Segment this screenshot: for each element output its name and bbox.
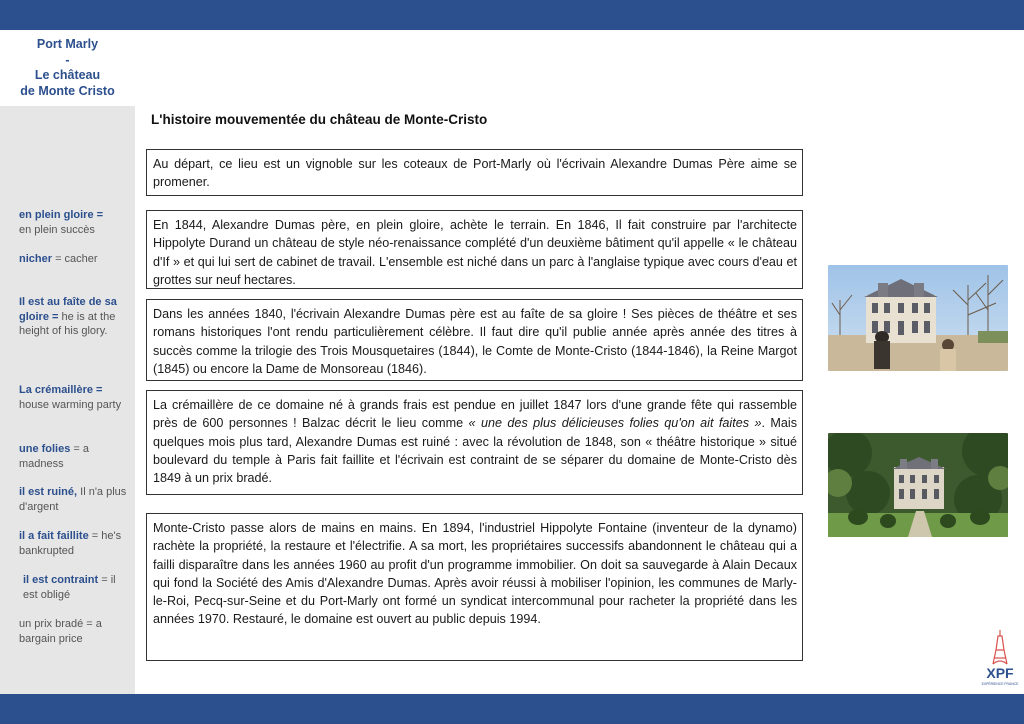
text-box-intro — [146, 149, 803, 196]
glossary-term: il est ruiné, — [19, 486, 78, 498]
text-box-cremaillere — [146, 390, 803, 495]
glossary-item — [19, 485, 127, 514]
glossary-term: Il est au faîte de sa gloire = — [19, 296, 117, 323]
glossary-definition: Il n'a plus d'argent — [19, 486, 127, 513]
paragraph: Dans les années 1840, l'écrivain Alexandre Dumas père est au faîte de sa gloire ! Ses pièces de théâtre et ses romans historiques l'ont rendu particulièrement célèbre. Il faut dire qu'il publie année après année des titres à succès comme la trilogie des Trois Mousquetaires (1844), le Comte de Monte-Cristo (1844-1846), la Reine Margot (1845) ou encore la Dame de Monsoreau (1846). — [153, 307, 797, 376]
glossary-item — [19, 617, 127, 646]
paragraph-part: . Mais quelques mois plus tard, Alexandre Dumas est ruiné : avec la révolution de 1848, son « théâtre historique » situé boulevard du temple à Paris fait faillite et l'écrivain est contraint de se séparer du domaine de Monte-Cristo dès 1849 à un prix bradé. — [153, 416, 797, 486]
page-heading: L'histoire mouvementée du château de Monte-Cristo — [151, 112, 488, 127]
bottom-banner — [0, 694, 1024, 724]
glossary-definition: = cacher — [55, 253, 98, 265]
glossary-term: nicher — [19, 253, 53, 265]
sidebar-title-line2: - — [65, 52, 70, 67]
text-box-monte-cristo — [146, 513, 803, 661]
glossary-term: il a fait faillite — [19, 530, 89, 542]
glossary-definition: = il est obligé — [23, 574, 116, 601]
paragraph: Monte-Cristo passe alors de mains en mains. En 1894, l'industriel Hippolyte Fontaine (inventeur de la dynamo) rachète la propriété, la restaure et l'électrifie. A sa mort, les propriétaires successifs abandonnent le château qui a failli disparaître dans les années 1960 au profit d'un programme immobilier. On doit sa sauvegarde à Alain Decaux qui fond la Société des Amis d'Alexandre Dumas. Après avoir réussi à mobiliser l'opinion, les communes de Marly-le-Roi, Pecq-sur-Seine et du Port-Marly ont formé un syndicat intercommunal pour racheter la propriété dans les années 1970. Restauré, le domaine est ouvert au public depuis 1994. — [153, 521, 797, 627]
glossary-definition: he is at the height of his glory. — [19, 310, 116, 337]
glossary-item — [19, 208, 127, 237]
sidebar-title-line1: Port Marly — [36, 37, 99, 51]
paragraph-part: La crémaillère de ce domaine né à grands frais est pendue en juillet 1847 lors d'une grande fête qui rassemble près de 600 personnes ! Balzac décrit le lieu comme — [153, 398, 797, 431]
glossary-item — [19, 252, 127, 267]
paragraph: En 1844, Alexandre Dumas père, en plein gloire, achète le terrain. En 1846, Il fait construire par l'architecte Hippolyte Durand un château de style néo-renaissance complété d'un deuxième bâtiment qu'il appelle « le château d'If » et qui lui sert de cabinet de travail. L'ensemble est niché dans un parc à l'anglaise typique avec cours d'eau et grottes sur neuf hectares. — [153, 218, 797, 287]
sidebar-title-line3: Le château — [34, 68, 101, 82]
glossary-item — [19, 383, 127, 412]
glossary-term: une folies — [19, 443, 71, 455]
glossary-definition: = a madness — [19, 443, 90, 470]
glossary-term: La crémaillère = — [19, 384, 103, 396]
top-banner — [0, 0, 1024, 30]
text-box-1844 — [146, 210, 803, 289]
balzac-quote: « une des plus délicieuses folies qu'on ait faites » — [468, 416, 762, 431]
glossary-term: il est contraint — [23, 574, 99, 586]
glossary-item — [23, 573, 131, 602]
glossary-definition: house warming party — [19, 398, 122, 411]
glossary-item — [19, 442, 127, 471]
chateau-photo-visitors — [828, 265, 1008, 371]
glossary-item — [19, 295, 127, 339]
glossary-definition: = he's bankrupted — [19, 530, 122, 557]
logo-subtext: EXPÉRIENCE FRANCE — [981, 682, 1019, 686]
logo-text: XPF — [986, 665, 1014, 681]
glossary-term: en plein gloire = — [19, 209, 104, 221]
text-box-gloire — [146, 299, 803, 381]
glossary-definition: un prix bradé = a bargain price — [19, 618, 102, 645]
xpf-logo — [980, 628, 1020, 690]
chateau-photo-gardens — [828, 433, 1008, 537]
glossary-item — [19, 529, 127, 558]
sidebar-title-line4: de Monte Cristo — [20, 83, 115, 98]
sidebar-title — [0, 30, 135, 106]
paragraph: Au départ, ce lieu est un vignoble sur les coteaux de Port-Marly où l'écrivain Alexandre Dumas Père aime se promener. — [153, 157, 797, 190]
glossary-definition: en plein succès — [19, 223, 95, 236]
